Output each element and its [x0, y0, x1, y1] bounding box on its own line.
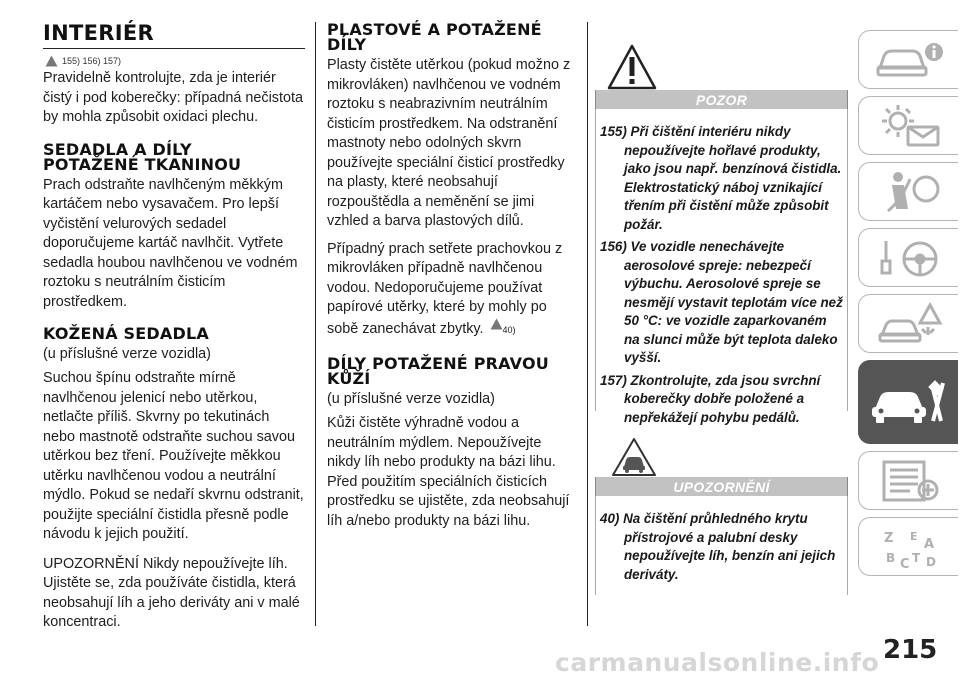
warning-triangle-icon [490, 318, 503, 330]
note-number: 40) [600, 511, 620, 526]
note-item [600, 510, 843, 584]
title-line: SEDADLA A DÍLY [43, 139, 192, 159]
danger-box [595, 22, 848, 425]
svg-text:A: A [923, 536, 934, 552]
danger-header: POZOR [595, 90, 848, 109]
caution-box [595, 411, 848, 595]
column-2 [327, 22, 577, 539]
subsection-title-seats [43, 139, 305, 174]
title-line: DÍLY POTAŽENÉ PRAVOU [327, 354, 549, 373]
title-line: POTAŽENÉ TKANINOU [43, 154, 242, 174]
dust-paragraph [327, 240, 577, 341]
title-line: DÍLY [327, 35, 367, 54]
svg-text:E: E [909, 529, 918, 543]
section-title: INTERIÉR [43, 22, 305, 49]
svg-text:D: D [925, 554, 936, 569]
subsection-title-leather-seats: KOŽENÁ SEDADLA [43, 324, 209, 343]
subtitle: (u příslušné verze vozidla) [43, 346, 211, 362]
chapter-tabs [858, 30, 960, 583]
tab-maintenance[interactable] [858, 360, 958, 444]
note-text: Na čištění průhledného krytu přístrojové a palubní desky nepoužívejte líh, benzín ani jejich deriváty. [623, 511, 836, 582]
column-divider [315, 22, 316, 626]
title-line: KŮŽÍ [327, 369, 371, 388]
caution-notes [595, 496, 848, 595]
svg-text:T: T [911, 550, 920, 565]
intro-paragraph: Pravidelně kontrolujte, zda je interiér čistý i pod koberečky: případná nečistota by mohla způsobit oxidaci plechu. [43, 70, 303, 125]
column-divider [587, 22, 588, 626]
warning-triangle-icon [45, 55, 58, 67]
dashboard-lights-icon [874, 103, 944, 149]
danger-notes [595, 109, 848, 425]
note-text: Zkontrolujte, zda jsou svrchní koberečky dobře položené a nepřekážejí pohybu pedálů. [624, 372, 821, 425]
starting-driving-icon [874, 235, 944, 281]
seats-paragraph: Prach odstraňte navlhčeným měkkým kartáčem nebo vysavačem. Pro lepší vyčistění velurových sedadel doporučujeme kartáč navlhčit. Vytřete sedadla houbou navlhčenou ve vodném roztoku s neutrálním čisticím prostředkem. [43, 176, 298, 310]
car-info-icon [874, 38, 944, 82]
warning-references [45, 55, 305, 67]
alphabetical-index-icon [874, 524, 944, 570]
reference-numbers: 155) 156) 157) [62, 56, 122, 66]
watermark: carmanualsonline.info [555, 648, 880, 677]
plastic-paragraph: Plasty čistěte utěrkou (pokud možno z mikrovláken) navlhčenou ve vodném roztoku s neabrazivním neutrálním čisticím prostředkem. Na odstranění mastnoty nebo odolných skvrn používejte speciální čisticí prostředky na plasty, které neobsahují rozpouštědla a neměnění se jimi vzhled a barva plastových dílů. [327, 57, 571, 229]
safety-airbag-icon [874, 169, 944, 215]
subsection-title-leather-parts [327, 356, 577, 386]
subtitle: (u příslušné verze vozidla) [327, 391, 495, 407]
tab-safety[interactable] [858, 162, 958, 221]
svg-text:Z: Z [883, 530, 893, 546]
warning-paragraph: UPOZORNĚNÍ Nikdy nepoužívejte líh. Ujistěte se, zda používáte čistidla, která neobsahují líh a jeho deriváty ani v malé koncentraci. [43, 555, 300, 630]
svg-text:B: B [885, 550, 895, 565]
danger-exclamation-icon [607, 44, 657, 90]
note-item [600, 238, 843, 368]
tab-index[interactable] [858, 517, 958, 576]
note-item [600, 123, 843, 234]
technical-data-icon [874, 458, 944, 504]
column-1 [43, 22, 305, 641]
note-text: Ve vozidle nenechávejte aerosolové spreje: nebezpečí výbuchu. Aerosolové spreje se nesmějí vystavit teplotám více než 50 °C: ve vozidle zaparkovaném na slunci může být teplota daleko vyšší. [624, 239, 843, 365]
maintenance-car-tools-icon [869, 377, 949, 427]
column-3 [595, 22, 848, 595]
danger-icon-wrap [595, 22, 848, 90]
note-number: 157) [600, 372, 627, 388]
page-number: 215 [883, 635, 938, 665]
warning-triangle-car-icon [874, 301, 944, 347]
svg-text:C: C [899, 556, 910, 570]
leather-seats-paragraph: Suchou špínu odstraňte mírně navlhčenou jelenicí nebo utěrkou, netlačte příliš. Skvrny po tekutinách nebo mastnotě odstraňte suchou savou utěrkou bez tření. Používejte měkkou utěrku navlhčenou vodou a neutrální mýdlo. Pokud se nedaří skvrnu odstranit, použijte speciální čistidla přesně podle návodu k jejich použití. [43, 370, 304, 542]
tab-dashboard-lights[interactable] [858, 96, 958, 155]
note-number: 155) [600, 124, 627, 139]
note-number: 156) [600, 239, 627, 254]
tab-emergency[interactable] [858, 294, 958, 353]
dust-text: Případný prach setřete prachovkou z mikrovláken případně navlhčenou vodou. Nedoporučujeme používat papírové utěrky, které by mohly po sobě zanechávat zbytky. [327, 240, 563, 337]
caution-header: UPOZORNĚNÍ [595, 477, 848, 496]
tab-technical-data[interactable] [858, 451, 958, 510]
tab-car-info[interactable] [858, 30, 958, 89]
reference-number: 40) [502, 324, 516, 335]
leather-parts-paragraph: Kůži čistěte výhradně vodou a neutrálním mýdlem. Nepoužívejte nikdy líh nebo produkty na bázi lihu. Před použitím speciálních čisticích prostředku se ujistěte, zda neobsahují líh a/nebo produkty na bázi lihu. [327, 415, 570, 529]
subsection-title-plastic [327, 22, 577, 52]
tab-starting-driving[interactable] [858, 228, 958, 287]
title-line: PLASTOVÉ A POTAŽENÉ [327, 20, 542, 39]
car-caution-icon [611, 437, 657, 477]
note-text: Při čištění interiéru nikdy nepoužívejte hořlavé produkty, jako jsou např. benzínová čistidla. Elektrostatický náboj vznikající třením při čistění může způsobit požár. [624, 124, 842, 232]
